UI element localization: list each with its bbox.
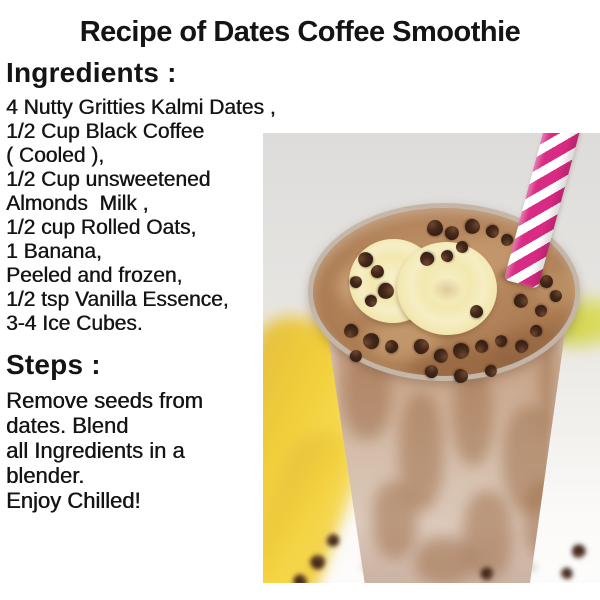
smoothie-streak [415, 538, 475, 583]
ingredient-line: 1/2 cup Rolled Oats, [6, 216, 197, 239]
ingredient-line: ( Cooled ), [6, 144, 105, 167]
chocolate-chip [569, 542, 587, 560]
step-line: Enjoy Chilled! [6, 488, 141, 513]
ingredient-line: 4 Nutty Gritties Kalmi Dates , [6, 96, 276, 119]
step-line: blender. [6, 463, 85, 488]
ingredient-line: Almonds Milk , [6, 192, 149, 215]
smoothie-photo [263, 133, 600, 583]
smoothie-streak [523, 481, 567, 559]
steps-list [6, 388, 296, 513]
step-line: all Ingredients in a [6, 438, 185, 463]
step-line: dates. Blend [6, 413, 129, 438]
ingredient-line: 1 Banana, [6, 240, 102, 263]
ingredient-line: 1/2 Cup Black Coffee [6, 120, 205, 143]
page-title: Recipe of Dates Coffee Smoothie [79, 16, 521, 48]
chocolate-chip [560, 567, 572, 579]
steps-heading: Steps : [6, 349, 101, 380]
ingredients-list [6, 96, 306, 336]
ingredients-section [6, 57, 306, 336]
steps-section [6, 349, 296, 513]
ingredient-line: 3-4 Ice Cubes. [6, 312, 143, 335]
ingredient-line: 1/2 tsp Vanilla Essence, [6, 288, 229, 311]
ingredient-line: Peeled and frozen, [6, 264, 183, 287]
ingredients-heading: Ingredients : [6, 57, 177, 88]
smoothie-streak [373, 481, 417, 559]
step-line: Remove seeds from [6, 388, 203, 413]
ingredient-line: 1/2 Cup unsweetened [6, 168, 211, 191]
